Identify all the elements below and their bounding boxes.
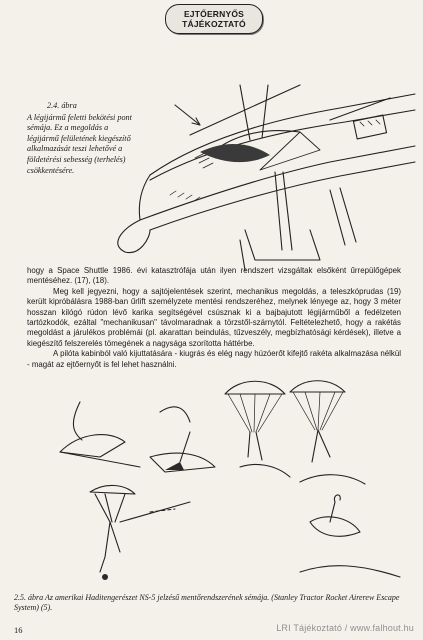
header-badge xyxy=(165,4,263,34)
paragraph-3: A pilóta kabinból való kijuttatására - kiugrás és elég nagy húzóerőt kifejtő rakéta alkalmazása nélkül - magát az ejtőernyőt is fel lehet használni. xyxy=(27,349,401,369)
header-line-1: EJTŐERNYŐS xyxy=(183,9,245,19)
figure1-caption-text: A légijármű feletti bekötési pont sémája. Ez a megoldás a légijármű felületének kiegészítő alkalmazását teszi lehetővé a földetérési sebesség (terhelés) csökkentésére. xyxy=(27,112,132,175)
paragraph-1: hogy a Space Shuttle 1986. évi katasztrófája után ilyen rendszert vizsgáltak elsőként űrrepülőgépek mentéséhez. (17), (18). xyxy=(27,266,401,286)
page-number: 16 xyxy=(14,625,23,635)
header-line-2: TÁJÉKOZTATÓ xyxy=(182,19,246,29)
figure1-caption xyxy=(27,101,135,176)
footer-watermark: LRI Tájékoztató / www.falhout.hu xyxy=(276,623,414,633)
paragraph-2: Meg kell jegyezni, hogy a sajtójelentések szerint, mechanikus megoldás, a teleszkóprudas (19) került kipróbálásra 1988-ban űrlift személyzete mentési rendszeréhez, melynek lényege az, hogy 3 méter hosszan kilógó rúdon lévő karika segítségével csúsznak ki a bajbajutott légijárműből a fedélzeten tartózkodók, ezáltal "mechanikusan" távolmaradnak a törzstől-szárnytól. Feltételezhető, hogy a rakétás megoldást a járulékos problémái (pl. akarattan beindulás, tűzveszély, megbízhatósági kérdések), illetve a kiegészítő felszerelés tömegének a nagysága szorította háttérbe. xyxy=(27,286,401,348)
figure2-caption: 2.5. ábra Az amerikai Haditengerészet NS-5 jelzésű mentőrendszerének sémája. (Stanley Tractor Rocket Airerew Escape System) (5). xyxy=(14,593,400,613)
figure1-number: 2.4. ábra xyxy=(47,101,77,110)
figure-escape-sequence xyxy=(0,372,423,602)
body-text xyxy=(27,266,401,370)
